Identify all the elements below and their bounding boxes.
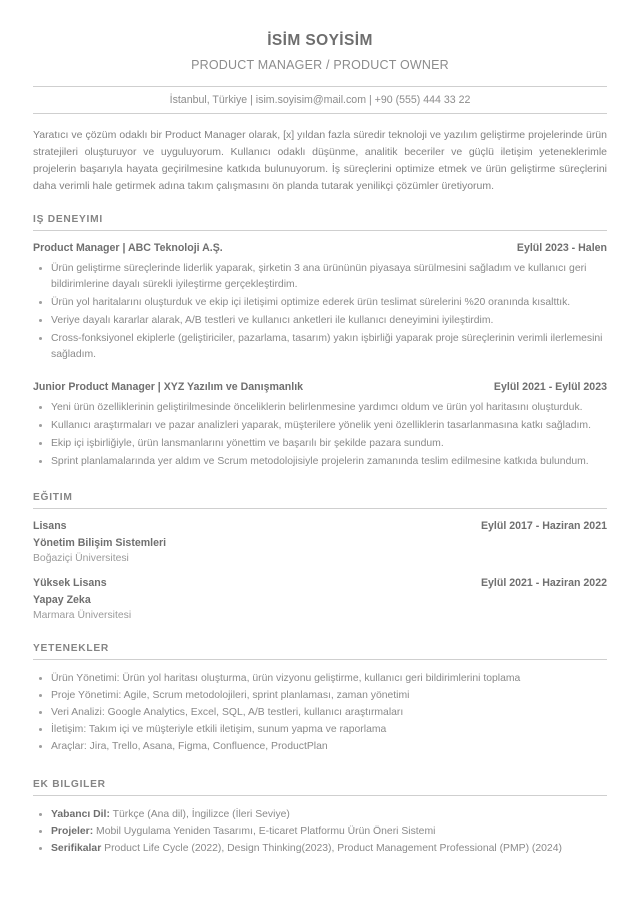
section-skills <box>33 643 607 755</box>
job-bullet: Veriye dayalı kararlar alarak, A/B testleri ve kullanıcı anketleri ile kullanıcı deneyimini iyileştirdim. <box>33 313 607 329</box>
candidate-name: İSİM SOYİSİM <box>267 32 373 49</box>
job-bullet: Sprint planlamalarında yer aldım ve Scrum metodolojisiyle projelerin zamanında teslim edilmesine katkıda bulundum. <box>33 454 607 470</box>
additional-item <box>33 824 607 840</box>
skill-item: Proje Yönetimi: Agile, Scrum metodolojileri, sprint planlaması, zaman yönetimi <box>33 688 607 704</box>
additional-item-text: Mobil Uygulama Yeniden Tasarımı, E-ticaret Platformu Ürün Öneri Sistemi <box>93 826 436 838</box>
contact-block <box>33 86 607 114</box>
skill-item: Ürün Yönetimi: Ürün yol haritası oluşturma, ürün vizyonu geliştirme, kullanıcı geri bildirimlerini toplama <box>33 671 607 687</box>
additional-item-label: Yabancı Dil: <box>51 809 110 821</box>
section-title-skills: YETENEKLER <box>33 643 109 655</box>
additional-item-label: Projeler: <box>51 826 94 838</box>
job-bullet: Ürün yol haritalarını oluşturduk ve ekip içi iletişimi optimize ederek ürün teslimat sürelerini %20 oranında kısalttık. <box>33 295 607 311</box>
job-bullets <box>33 400 607 470</box>
job-bullets <box>33 261 607 363</box>
section-divider-experience <box>33 230 607 231</box>
job-dates: Eylül 2023 - Halen <box>516 242 607 254</box>
section-education <box>33 492 607 621</box>
resume-header <box>33 32 607 114</box>
degree-name: Yüksek Lisans <box>33 577 107 590</box>
job-dates: Eylül 2021 - Eylül 2023 <box>493 381 607 394</box>
job-bullet: Ürün geliştirme süreçlerinde liderlik yaparak, şirketin 3 ana ürününün piyasaya sürülmesini sağladım ve kullanıcı geri bildirimlerine dayalı sürekli iyileştirme gerçekleştirdim. <box>33 261 607 293</box>
additional-item-label: Serifikalar <box>51 843 102 855</box>
section-title-education: EĞITIM <box>33 492 73 504</box>
additional-list <box>33 807 607 857</box>
degree-dates: Eylül 2017 - Haziran 2021 <box>480 520 607 533</box>
degree-name: Lisans <box>33 520 67 533</box>
education-entry <box>33 577 607 621</box>
section-title-additional: EK BILGILER <box>33 779 106 791</box>
degree-dates: Eylül 2021 - Haziran 2022 <box>480 577 607 590</box>
job-bullet: Cross-fonksiyonel ekiplerle (geliştiriciler, pazarlama, tasarım) yakın işbirliği yaparak proje süreçlerinin verimli ilerlemesini sağladım. <box>33 331 607 363</box>
skill-item: İletişim: Takım içi ve müşteriyle etkili iletişim, sunum yapma ve raporlama <box>33 722 607 738</box>
degree-field: Yönetim Bilişim Sistemleri <box>33 537 167 550</box>
job-bullet: Yeni ürün özelliklerinin geliştirilmesinde önceliklerin belirlenmesine yardımcı oldum ve ürün yol haritasını oluşturduk. <box>33 400 607 416</box>
section-title-experience: IŞ DENEYIMI <box>33 214 103 225</box>
candidate-role: PRODUCT MANAGER / PRODUCT OWNER <box>191 58 449 72</box>
skill-item: Araçlar: Jira, Trello, Asana, Figma, Confluence, ProductPlan <box>33 739 607 755</box>
additional-item-text: Türkçe (Ana dil), İngilizce (İleri Seviye) <box>109 809 290 821</box>
additional-item-text: Product Life Cycle (2022), Design Thinking(2023), Product Management Professional (PMP) (2024) <box>101 843 562 855</box>
skill-item: Veri Analizi: Google Analytics, Excel, SQL, A/B testleri, kullanıcı araştırmaları <box>33 705 607 721</box>
job-bullet: Ekip içi işbirliğiyle, ürün lansmanlarını yönettim ve başarılı bir şekilde pazara sundum. <box>33 436 607 452</box>
section-divider-education <box>33 508 607 509</box>
experience-entry-head <box>33 242 607 254</box>
education-entry <box>33 520 607 564</box>
education-entry-head <box>33 520 607 532</box>
contact-bottom-divider <box>33 113 607 114</box>
section-divider-skills <box>33 659 607 660</box>
job-title: Junior Product Manager | XYZ Yazılım ve Danışmanlık <box>33 381 304 394</box>
additional-item <box>33 807 607 823</box>
professional-summary: Yaratıcı ve çözüm odaklı bir Product Manager olarak, [x] yıldan fazla süredir teknoloji ve yazılım geliştirme projelerinde ürün stratejileri oluşturuyor ve uyguluyorum. Kullanıcı odaklı düşünme, analitik beceriler ve güçlü iletişim yeteneklerimle projelerin başarıyla hayata geçirilmesine katkıda bulunuyorum. İş süreçlerini optimize etmek ve ürün geliştirme süreçlerini daha verimli hale getirmek adına takım çalışmasını ön planda tutarak yenilikçi çözümler üretiyorum. <box>33 129 607 192</box>
contact-line: İstanbul, Türkiye | isim.soyisim@mail.com | +90 (555) 444 33 22 <box>169 94 471 106</box>
school-name: Boğaziçi Üniversitesi <box>33 553 129 565</box>
job-title: Product Manager | ABC Teknoloji A.Ş. <box>33 242 223 254</box>
degree-field: Yapay Zeka <box>33 594 91 607</box>
skills-list <box>33 671 607 755</box>
additional-item <box>33 841 607 857</box>
education-entry-head <box>33 577 607 589</box>
experience-entry-head <box>33 381 607 393</box>
section-divider-additional <box>33 795 607 796</box>
school-name: Marmara Üniversitesi <box>33 610 132 622</box>
experience-entry <box>33 381 607 470</box>
experience-entry <box>33 242 607 363</box>
job-bullet: Kullanıcı araştırmaları ve pazar analizleri yaparak, müşterilere yönelik yeni özelliklerin tasarlanmasına katkı sağladım. <box>33 418 607 434</box>
section-additional <box>33 779 607 857</box>
section-experience <box>33 214 607 470</box>
